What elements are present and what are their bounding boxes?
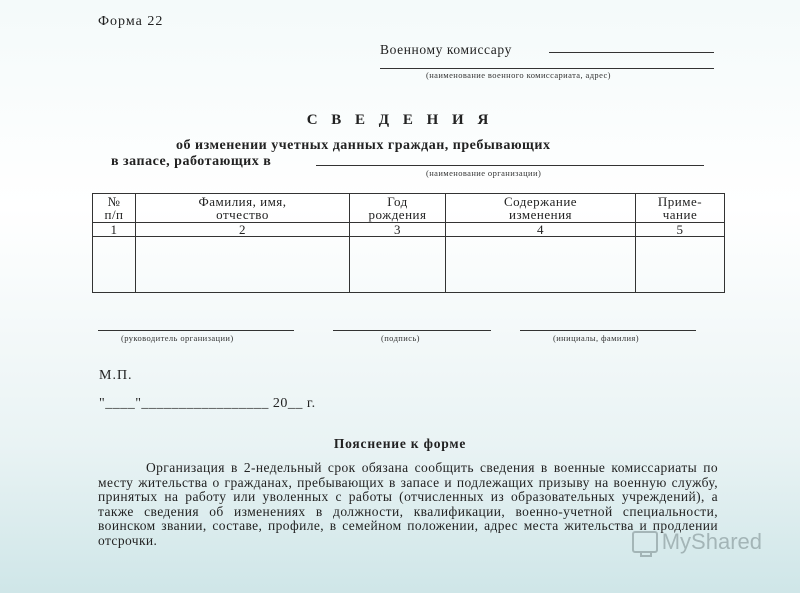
- explanation-text: Организация в 2-недельный срок обязана сообщить сведения в военные комиссариаты по месту жительства о гражданах, пребывающих в запасе и подлежащих призыву на военную службу, принятых на работу или уволенных с работы (отчисленных из образовательных учреждений), а также сведения об изменениях в должности, квалификации, военно-учетной специальности, воинском звании, составе, профиле, в семейном положении, адрес места жительства и продлении отсрочки.: [98, 460, 718, 548]
- organization-line: [316, 165, 704, 166]
- table-cell: 3: [350, 223, 446, 237]
- table-cell: 2: [136, 223, 350, 237]
- recipient-address-line: [380, 68, 714, 69]
- document-subtitle-line1: об изменении учетных данных граждан, пребывающих: [176, 138, 551, 153]
- header-cell-number: № п/п: [93, 194, 136, 223]
- table-number-row: [93, 223, 725, 237]
- recipient-label: Военному комиссару: [380, 42, 512, 57]
- header-cell-name: Фамилия, имя, отчество: [136, 194, 350, 223]
- table-cell: 1: [93, 223, 136, 237]
- date-field: "____"_________________ 20__ г.: [99, 396, 316, 411]
- table-cell: 4: [446, 223, 636, 237]
- recipient-caption: (наименование военного комиссариата, адрес): [426, 70, 611, 80]
- signature-sign-line: [333, 330, 491, 331]
- watermark-text: MyShared: [661, 529, 762, 554]
- table-cell: [93, 237, 136, 293]
- header-cell-birth-year: Год рождения: [350, 194, 446, 223]
- stamp-place: М.П.: [99, 368, 133, 383]
- monitor-icon: [632, 531, 658, 553]
- watermark: [632, 529, 762, 555]
- signature-initials-caption: (инициалы, фамилия): [553, 333, 639, 343]
- table-cell: [446, 237, 636, 293]
- signature-head-caption: (руководитель организации): [121, 333, 234, 343]
- table-cell: 5: [636, 223, 725, 237]
- signature-initials-line: [520, 330, 696, 331]
- header-cell-note: Приме- чание: [636, 194, 725, 223]
- table-cell: [636, 237, 725, 293]
- organization-caption: (наименование организации): [426, 168, 542, 178]
- table-header-row: [93, 194, 725, 223]
- explanation-title: Пояснение к форме: [333, 436, 467, 451]
- table-row: [93, 237, 725, 293]
- document-subtitle-line2: в запасе, работающих в: [111, 154, 272, 169]
- form-number: Форма 22: [98, 14, 164, 29]
- header-cell-change: Содержание изменения: [446, 194, 636, 223]
- table-cell: [136, 237, 350, 293]
- signature-sign-caption: (подпись): [381, 333, 420, 343]
- table-cell: [350, 237, 446, 293]
- data-table: [92, 193, 725, 293]
- recipient-line: [549, 52, 714, 53]
- document-title: С В Е Д Е Н И Я: [306, 112, 494, 128]
- signature-head-line: [98, 330, 294, 331]
